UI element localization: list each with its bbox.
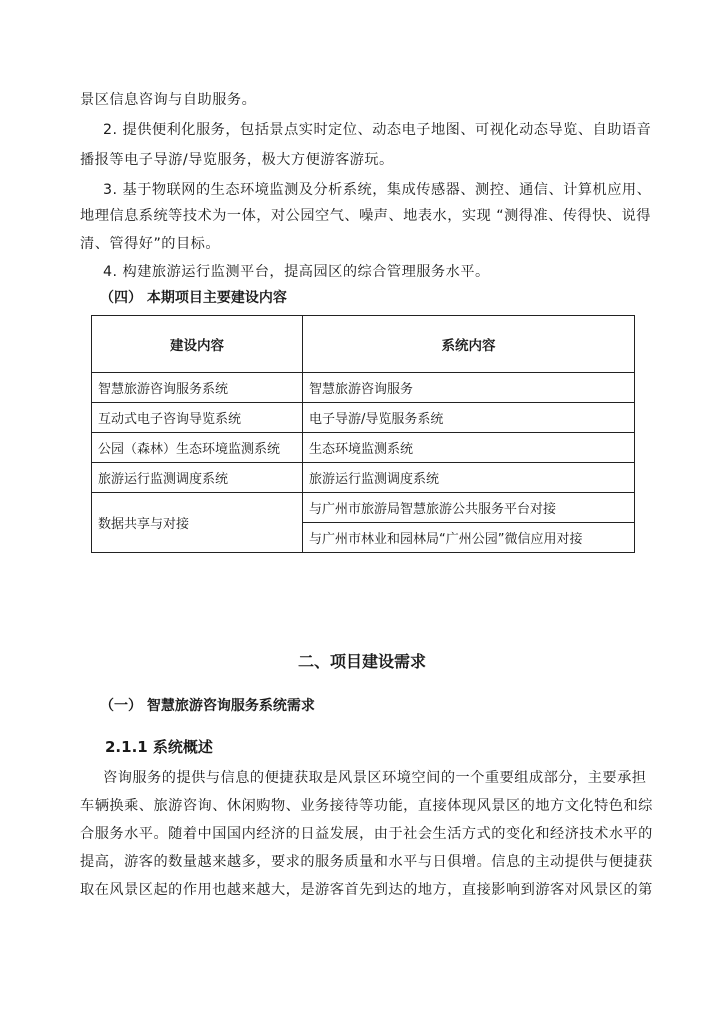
table-cell: 智慧旅游咨询服务系统 bbox=[92, 373, 303, 403]
table-cell-merged: 数据共享与对接 bbox=[92, 493, 303, 553]
subsection1-heading: （一） 智慧旅游咨询服务系统需求 bbox=[100, 698, 315, 714]
intro-line-4: 3. 基于物联网的生态环境监测及分析系统，集成传感器、测控、通信、计算机应用、 bbox=[103, 182, 652, 198]
intro-line-3: 播报等电子导游/导览服务，极大方便游客游玩。 bbox=[80, 152, 394, 168]
body-line-1: 咨询服务的提供与信息的便捷获取是风景区环境空间的一个重要组成部分，主要承担 bbox=[103, 770, 647, 786]
table-row bbox=[92, 433, 635, 463]
table-row bbox=[92, 463, 635, 493]
table-cell: 旅游运行监测调度系统 bbox=[303, 463, 635, 493]
table-cell: 与广州市林业和园林局“广州公园”微信应用对接 bbox=[303, 523, 635, 553]
table-cell: 互动式电子咨询导览系统 bbox=[92, 403, 303, 433]
table-header-row bbox=[92, 316, 635, 373]
body-line-2: 车辆换乘、旅游咨询、休闲购物、业务接待等功能，直接体现风景区的地方文化特色和综 bbox=[80, 798, 653, 814]
intro-line-7: 4. 构建旅游运行监测平台，提高园区的综合管理服务水平。 bbox=[103, 264, 490, 280]
construction-table bbox=[91, 315, 635, 553]
table-cell: 电子导游/导览服务系统 bbox=[303, 403, 635, 433]
table-cell: 旅游运行监测调度系统 bbox=[92, 463, 303, 493]
table-header-construction: 建设内容 bbox=[92, 316, 303, 373]
table-cell: 与广州市旅游局智慧旅游公共服务平台对接 bbox=[303, 493, 635, 523]
body-line-4: 提高，游客的数量越来越多，要求的服务质量和水平与日俱增。信息的主动提供与便捷获 bbox=[80, 854, 653, 870]
table-row bbox=[92, 373, 635, 403]
intro-line-6: 清、管得好”的目标。 bbox=[80, 236, 221, 252]
body-line-3: 合服务水平。随着中国国内经济的日益发展，由于社会生活方式的变化和经济技术水平的 bbox=[80, 826, 653, 842]
table-cell: 智慧旅游咨询服务 bbox=[303, 373, 635, 403]
intro-line-2: 2. 提供便利化服务，包括景点实时定位、动态电子地图、可视化动态导览、自助语音 bbox=[103, 122, 652, 138]
section4-heading: （四） 本期项目主要建设内容 bbox=[100, 290, 287, 306]
subsection2-heading: 2.1.1 系统概述 bbox=[105, 738, 213, 756]
intro-line-1: 景区信息咨询与自助服务。 bbox=[80, 92, 257, 108]
section2-title: 二、项目建设需求 bbox=[297, 652, 426, 671]
table-header-system: 系统内容 bbox=[303, 316, 635, 373]
table-row bbox=[92, 493, 635, 523]
table-row bbox=[92, 403, 635, 433]
body-line-5: 取在风景区起的作用也越来越大，是游客首先到达的地方，直接影响到游客对风景区的第 bbox=[80, 882, 653, 898]
table-cell: 公园（森林）生态环境监测系统 bbox=[92, 433, 303, 463]
table-cell: 生态环境监测系统 bbox=[303, 433, 635, 463]
intro-line-5: 地理信息系统等技术为一体，对公园空气、噪声、地表水，实现 “测得准、传得快、说得 bbox=[80, 208, 651, 224]
